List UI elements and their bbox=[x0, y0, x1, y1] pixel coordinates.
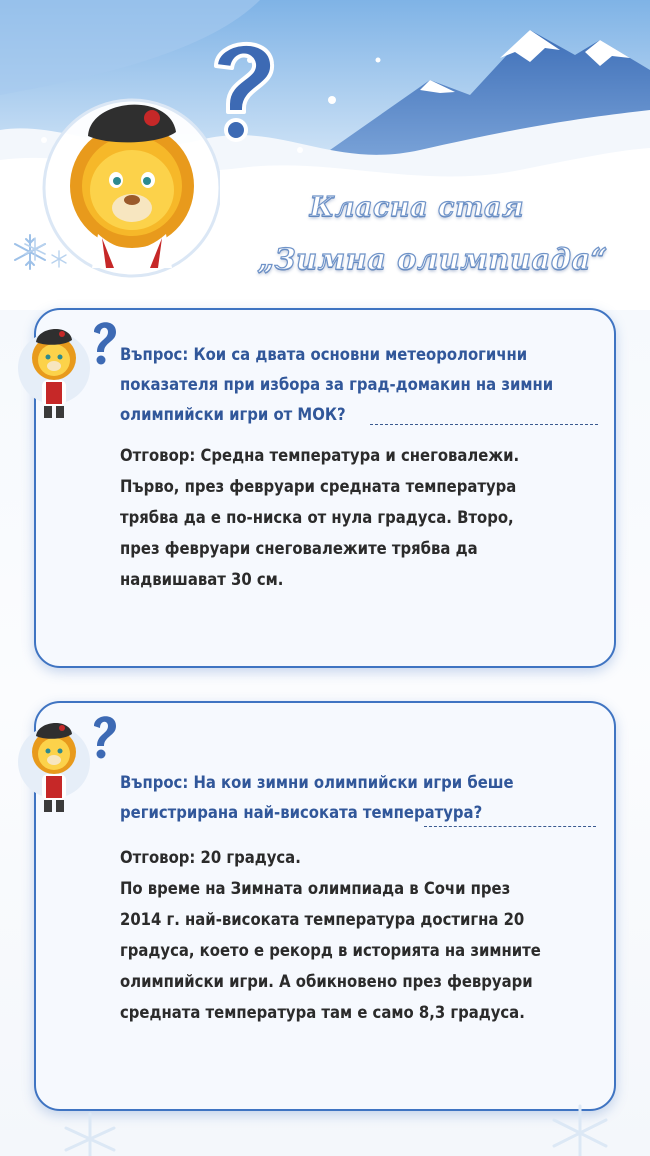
answer-2-text: Отговор: 20 градуса. По време на Зимната олимпиада в Сочи през 2014 г. най-високата температура достигна 20 градуса, което е рекорд в историята на зимните олимпийски игри. А обикновено през февруари средната температура там е само 8,3 градуса. bbox=[120, 848, 541, 1022]
question-1-text: Въпрос: Кои са двата основни метеорологични показателя при избора за град-домакин на зимни олимпийски игри от МОК? bbox=[120, 345, 554, 424]
divider bbox=[370, 424, 598, 425]
divider bbox=[424, 826, 596, 827]
question-mark-icon bbox=[198, 30, 288, 150]
lion-mascot-icon bbox=[10, 302, 120, 442]
question-2-text: Въпрос: На кои зимни олимпийски игри беше регистрирана най-високата температура? bbox=[120, 773, 514, 822]
snowflake-icon bbox=[50, 250, 68, 268]
answer-1-text: Отговор: Средна температура и снеговалежи. Първо, през февруари средната температура трябва да е по-ниска от нула градуса. Второ, през февруари снеговалежите трябва да надвишават 30 см. bbox=[120, 446, 520, 589]
lion-mascot-icon bbox=[40, 58, 220, 278]
page-title-line-2: „Зимна олимпиада“ bbox=[257, 242, 608, 276]
lion-mascot-icon bbox=[10, 696, 120, 836]
snowflake-icon bbox=[520, 1100, 640, 1156]
snowflake-icon bbox=[22, 236, 48, 262]
page-title-line-1: Класна стая bbox=[309, 192, 524, 223]
snowflake-icon bbox=[30, 1110, 150, 1156]
